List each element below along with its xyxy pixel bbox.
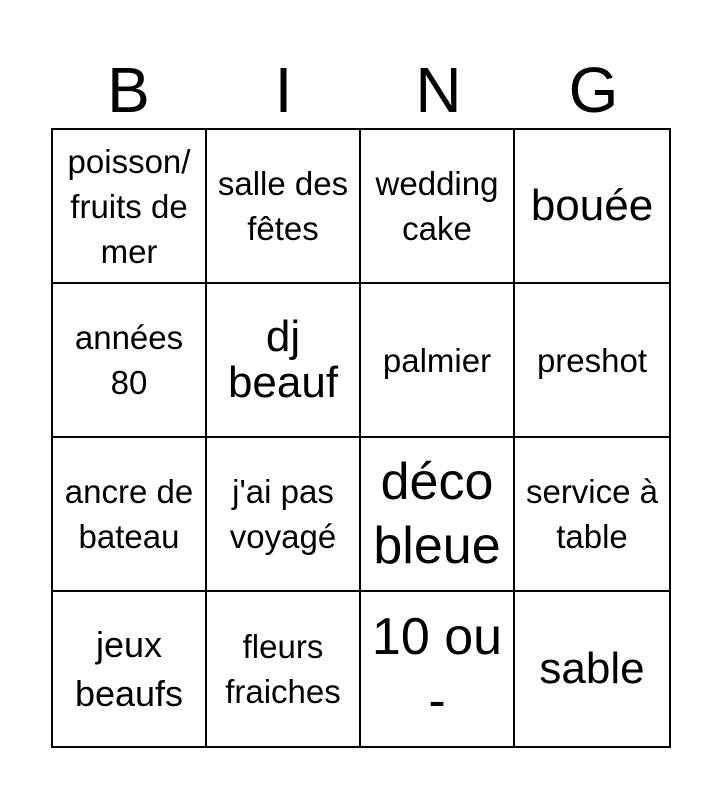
bingo-cell[interactable] (207, 438, 361, 592)
bingo-cell[interactable] (361, 438, 515, 592)
bingo-cell[interactable] (207, 284, 361, 438)
cell-text: salle des fêtes (217, 165, 349, 247)
bingo-cell[interactable] (361, 284, 515, 438)
cell-text: wedding cake (375, 165, 499, 247)
bingo-grid (51, 128, 671, 748)
cell-text: bouée (530, 181, 654, 230)
bingo-header (51, 52, 671, 128)
bingo-cell[interactable] (207, 130, 361, 284)
cell-text: déco bleue (373, 453, 501, 575)
cell-text: preshot (536, 341, 648, 379)
bingo-cell[interactable] (361, 592, 515, 746)
bingo-cell[interactable] (515, 438, 669, 592)
cell-text: dj beauf (227, 312, 339, 407)
cell-text: années 80 (74, 319, 184, 401)
cell-text: j'ai pas voyagé (229, 473, 337, 555)
cell-text: 10 ou - (371, 608, 503, 730)
bingo-cell[interactable] (515, 592, 669, 746)
bingo-cell[interactable] (53, 438, 207, 592)
header-letter-g: G (568, 54, 619, 126)
cell-text: poisson/ fruits de mer (67, 142, 191, 270)
cell-text: service à table (525, 473, 659, 555)
header-letter-b: B (107, 54, 150, 126)
bingo-cell[interactable] (515, 284, 669, 438)
header-letter-n: N (415, 54, 462, 126)
bingo-cell[interactable] (361, 130, 515, 284)
bingo-cell[interactable] (53, 130, 207, 284)
cell-text: jeux beaufs (74, 624, 184, 714)
cell-text: palmier (382, 341, 492, 379)
bingo-cell[interactable] (53, 284, 207, 438)
cell-text: sable (539, 644, 645, 693)
bingo-cell[interactable] (53, 592, 207, 746)
bingo-cell[interactable] (515, 130, 669, 284)
cell-text: ancre de bateau (64, 473, 194, 555)
bingo-cell[interactable] (207, 592, 361, 746)
header-letter-i: I (274, 54, 293, 126)
cell-text: fleurs fraiches (225, 628, 341, 710)
